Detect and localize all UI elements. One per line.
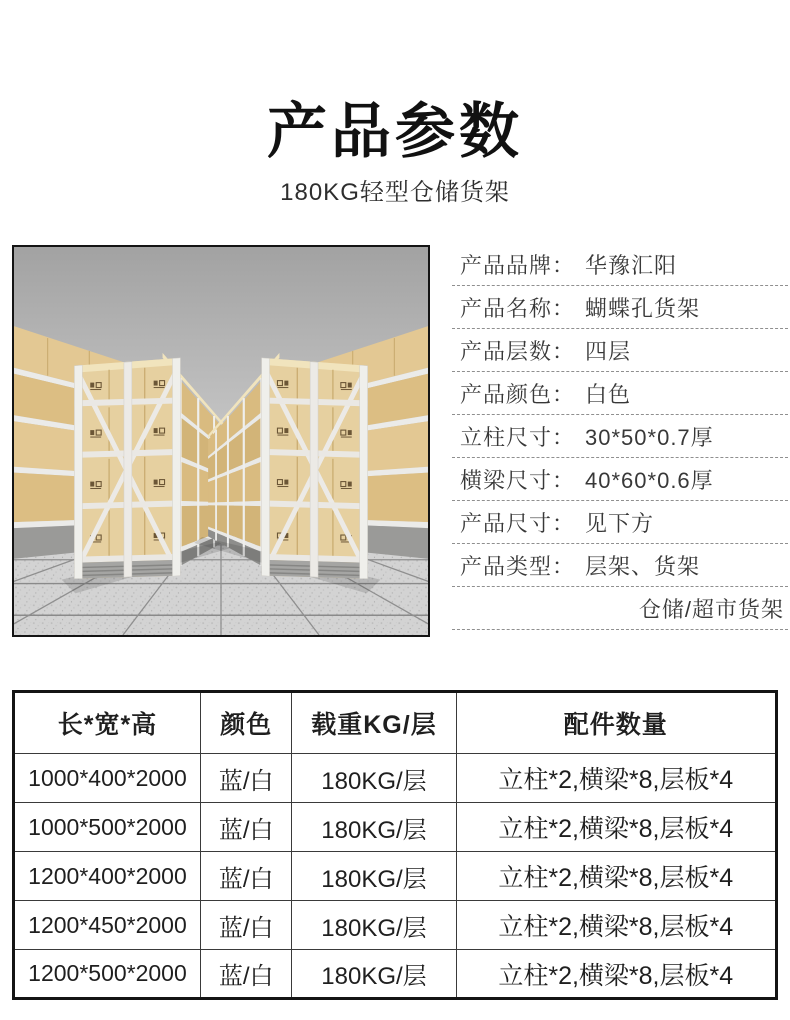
- table-row: [14, 852, 777, 901]
- spec-value: 蝴蝶孔货架: [585, 295, 701, 321]
- spec-list: [452, 243, 788, 630]
- spec-label: 产品颜色：: [460, 381, 576, 407]
- spec-value: 仓储/超市货架: [638, 596, 784, 622]
- table-cell-color: 蓝/白: [200, 852, 292, 901]
- table-row: [14, 901, 777, 950]
- table-cell-parts: 立柱*2,横梁*8,层板*4: [456, 803, 777, 852]
- table-header-color: 颜色: [200, 692, 292, 754]
- spec-value: 华豫汇阳: [585, 252, 678, 278]
- table-cell-color: 蓝/白: [200, 901, 292, 950]
- spec-row-beam-size: [452, 458, 788, 501]
- table-cell-parts: 立柱*2,横梁*8,层板*4: [456, 901, 777, 950]
- table-row: [14, 950, 777, 999]
- spec-value: 白色: [585, 381, 632, 407]
- table-cell-size: 1200*500*2000: [14, 950, 201, 999]
- spec-label: 横梁尺寸：: [460, 467, 576, 493]
- table-cell-load: 180KG/层: [292, 803, 456, 852]
- table-cell-color: 蓝/白: [200, 754, 292, 803]
- spec-label: 产品名称：: [460, 295, 576, 321]
- table-header-load: 载重KG/层: [292, 692, 456, 754]
- spec-row-type: [452, 544, 788, 587]
- spec-row-type-extra: [452, 587, 788, 630]
- table-row: [14, 754, 777, 803]
- spec-row-brand: [452, 243, 788, 286]
- table-cell-load: 180KG/层: [292, 754, 456, 803]
- warehouse-scene-illustration: [14, 247, 428, 635]
- table-cell-size: 1200*400*2000: [14, 852, 201, 901]
- table-cell-load: 180KG/层: [292, 950, 456, 999]
- spec-label: 产品品牌：: [460, 252, 576, 278]
- spec-value: 四层: [585, 338, 632, 364]
- table-header-parts: 配件数量: [456, 692, 777, 754]
- table-cell-parts: 立柱*2,横梁*8,层板*4: [456, 950, 777, 999]
- spec-row-name: [452, 286, 788, 329]
- table-header-size: 长*宽*高: [14, 692, 201, 754]
- table-row: [14, 803, 777, 852]
- spec-label: 立柱尺寸：: [460, 424, 576, 450]
- spec-value: 见下方: [585, 510, 655, 536]
- table-cell-load: 180KG/层: [292, 852, 456, 901]
- table-cell-color: 蓝/白: [200, 950, 292, 999]
- spec-row-post-size: [452, 415, 788, 458]
- spec-row-color: [452, 372, 788, 415]
- spec-value: 30*50*0.7厚: [585, 424, 714, 450]
- spec-label: 产品层数：: [460, 338, 576, 364]
- spec-row-layers: [452, 329, 788, 372]
- size-spec-table: [12, 690, 778, 1000]
- table-cell-load: 180KG/层: [292, 901, 456, 950]
- table-cell-color: 蓝/白: [200, 803, 292, 852]
- spec-value: 40*60*0.6厚: [585, 467, 714, 493]
- page-title: 产品参数: [267, 98, 523, 165]
- table-header-row: [14, 692, 777, 754]
- spec-label: 产品尺寸：: [460, 510, 576, 536]
- table-cell-size: 1000*500*2000: [14, 803, 201, 852]
- spec-value: 层架、货架: [585, 553, 701, 579]
- page-subtitle: 180KG轻型仓储货架: [280, 179, 510, 206]
- spec-row-product-size: [452, 501, 788, 544]
- table-cell-parts: 立柱*2,横梁*8,层板*4: [456, 852, 777, 901]
- table-cell-size: 1200*450*2000: [14, 901, 201, 950]
- product-photo: [12, 245, 430, 637]
- table-cell-size: 1000*400*2000: [14, 754, 201, 803]
- spec-label: 产品类型：: [460, 553, 576, 579]
- table-cell-parts: 立柱*2,横梁*8,层板*4: [456, 754, 777, 803]
- rack-front-face: [74, 358, 180, 579]
